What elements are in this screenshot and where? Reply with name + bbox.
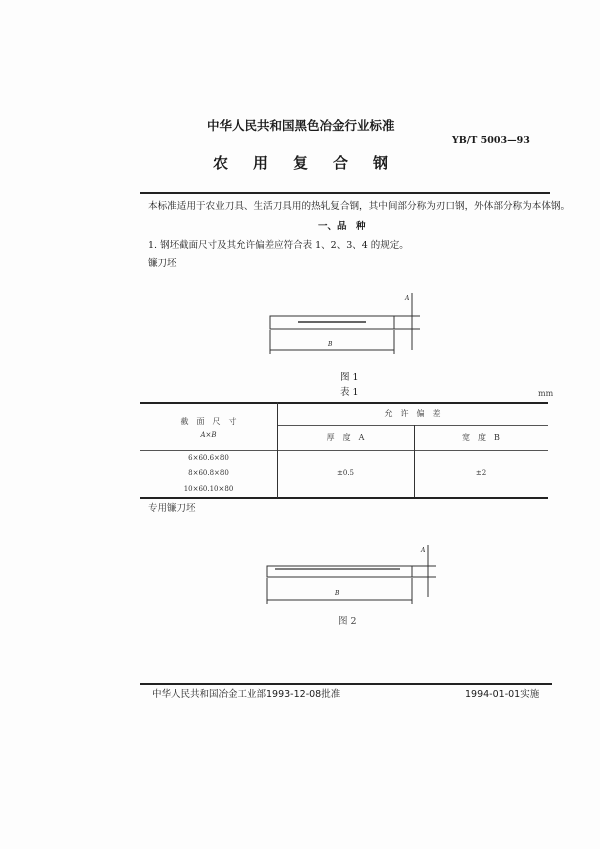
issuer: 中华人民共和国黑色冶金行业标准: [207, 118, 395, 133]
figure-1-drawing: [270, 293, 420, 354]
table-top-rule: [140, 402, 548, 404]
fig2-label-b: B: [335, 590, 340, 597]
approval-text: 中华人民共和国冶金工业部1993-12-08批准: [152, 689, 341, 700]
table1-unit: mm: [538, 389, 554, 398]
col-size-sub: A×B: [200, 431, 217, 439]
title-char: 用: [252, 154, 268, 172]
fig2-caption: 图 2: [338, 616, 357, 627]
col-tolerance-header: 允 许 偏 差: [384, 409, 441, 418]
subheading-1: 镰刀坯: [148, 258, 177, 269]
table1-caption: 表 1: [340, 387, 359, 398]
fig1-label-b: B: [328, 341, 333, 348]
fig1-caption: 图 1: [340, 372, 359, 383]
thickness-tolerance: ±0.5: [337, 469, 354, 477]
size-cell: 6×60.6×80: [188, 454, 229, 462]
scope-text: 本标准适用于农业刀具、生活刀具用的热轧复合钢，其中间部分称为刃口钢，外体部分称为本体钢。: [148, 201, 571, 212]
size-cell: 10×60.10×80: [183, 485, 234, 493]
bar-outline: [267, 566, 412, 577]
subheading-2: 专用镰刀坯: [148, 503, 196, 514]
fig1-label-a: A: [405, 295, 410, 302]
title-char: 农: [213, 154, 229, 172]
effective-date: 1994-01-01实施: [465, 689, 540, 700]
section-heading: 一、品 种: [318, 221, 366, 232]
clause-1: 1. 钢坯截面尺寸及其允许偏差应符合表 1、2、3、4 的规定。: [148, 240, 409, 251]
figure-2-drawing: [267, 545, 436, 604]
table-rule: [140, 450, 548, 451]
title-char: 钢: [372, 154, 388, 172]
title-char: 合: [332, 154, 348, 172]
size-cell: 8×60.8×80: [188, 469, 229, 477]
table-bottom-rule: [140, 497, 548, 499]
col-thickness-header: 厚 度 A: [326, 433, 365, 442]
fig2-label-a: A: [421, 547, 426, 554]
col-size-header: 截 面 尺 寸: [180, 417, 237, 426]
table-rule: [277, 425, 548, 426]
standard-code: YB/T 5003—93: [452, 135, 530, 146]
col-width-header: 宽 度 B: [462, 433, 500, 442]
title-char: 复: [292, 154, 308, 172]
width-tolerance: ±2: [475, 469, 487, 477]
footer-rule: [140, 683, 552, 685]
